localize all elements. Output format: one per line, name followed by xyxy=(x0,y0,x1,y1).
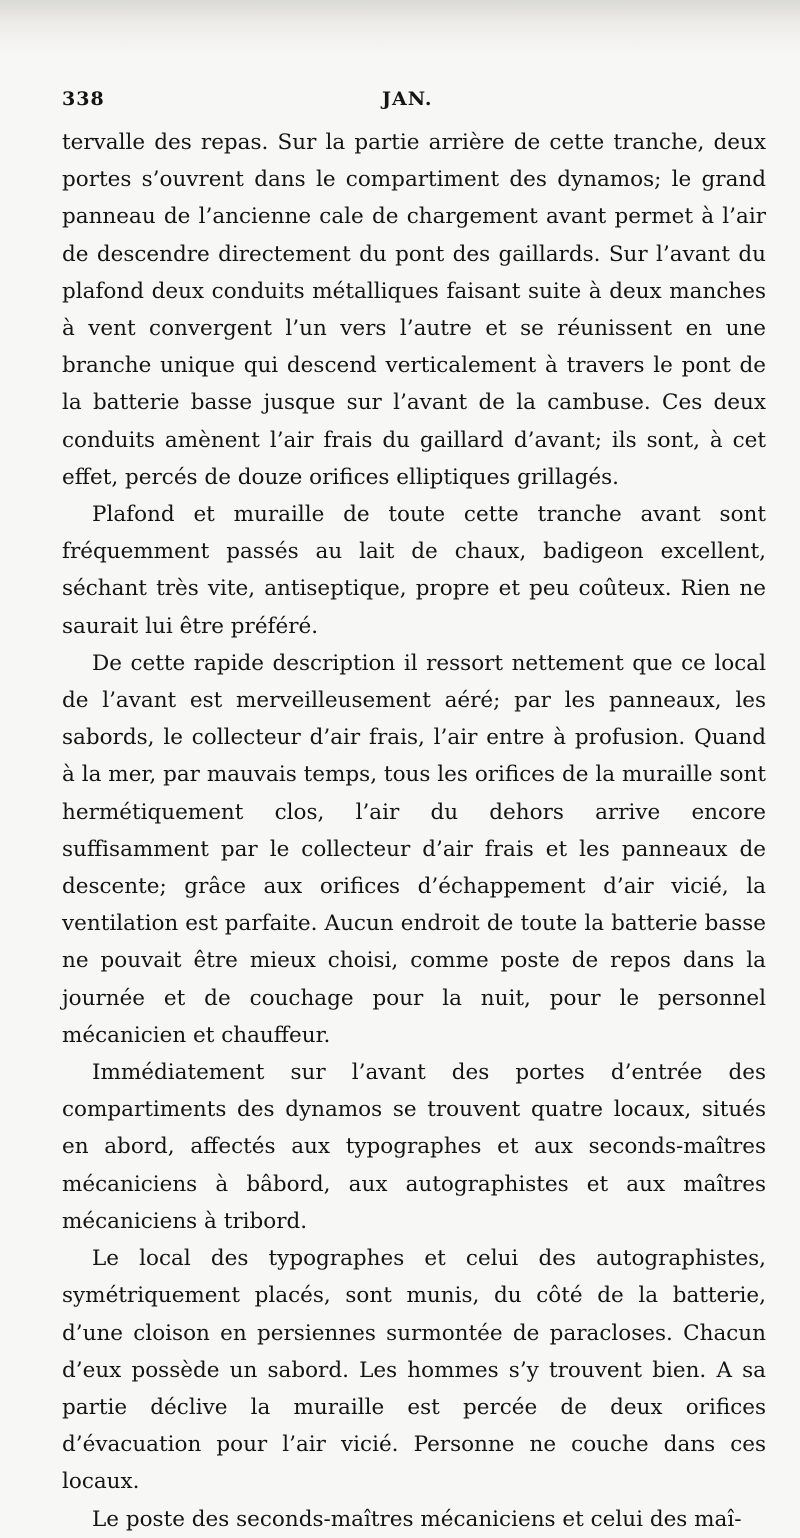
paragraph-locaux: Immédiatement sur l’avant des portes d’entrée des compartiments des dynamos se trouvent quatre locaux, situés en abord, affectés aux typographes et aux seconds-maîtres mécaniciens à bâbord, aux autographistes et aux maîtres mécaniciens à tribord. xyxy=(62,1060,766,1234)
scan-top-shading xyxy=(0,0,800,55)
body-text xyxy=(62,124,766,1538)
paragraph-plafond: Plafond et muraille de toute cette tranche avant sont fréquemment passés au lait de chaux, badigeon excellent, séchant très vite, antiseptique, propre et peu coûteux. Rien ne saurait lui être préféré. xyxy=(62,502,766,639)
paragraph-description: De cette rapide description il ressort nettement que ce local de l’avant est merveilleusement aéré; par les panneaux, les sabords, le collecteur d’air frais, l’air entre à profusion. Quand à la mer, par mauvais temps, tous les orifices de la muraille sont hermétiquement clos, l’air du dehors arrive encore suffisamment par le collecteur d’air frais et les panneaux de descente; grâce aux orifices d’échappement d’air vicié, la ventilation est parfaite. Aucun endroit de toute la batterie basse ne pouvait être mieux choisi, comme poste de repos dans la journée et de couchage pour la nuit, pour le personnel mécanicien et chauffeur. xyxy=(62,650,766,1048)
paragraph-continuation: tervalle des repas. Sur la partie arrière de cette tranche, deux portes s’ouvrent dans le compartiment des dynamos; le grand panneau de l’ancienne cale de chargement avant permet à l’air de descendre directement du pont des gaillards. Sur l’avant du plafond deux conduits métalliques faisant suite à deux manches à vent convergent l’un vers l’autre et se réunissent en une branche unique qui descend verticalement à travers le pont de la batterie basse jusque sur l’avant de la cambuse. Ces deux conduits amènent l’air frais du gaillard d’avant; ils sont, à cet effet, percés de douze orifices elliptiques grillagés. xyxy=(62,130,766,490)
page-header xyxy=(62,88,766,124)
paragraph-poste: Le poste des seconds-maîtres mécaniciens et celui des maî- xyxy=(92,1506,742,1532)
book-page xyxy=(62,88,766,1538)
page-number: 338 xyxy=(62,88,105,110)
paragraph-typographes: Le local des typographes et celui des autographistes, symétriquement placés, sont munis, du côté de la batterie, d’une cloison en persiennes surmontée de paracloses. Chacun d’eux possède un sabord. Les hommes s’y trouvent bien. A sa partie déclive la muraille est percée de deux orifices d’évacuation pour l’air vicié. Personne ne couche dans ces locaux. xyxy=(62,1246,766,1495)
running-title: JAN. xyxy=(382,88,433,110)
